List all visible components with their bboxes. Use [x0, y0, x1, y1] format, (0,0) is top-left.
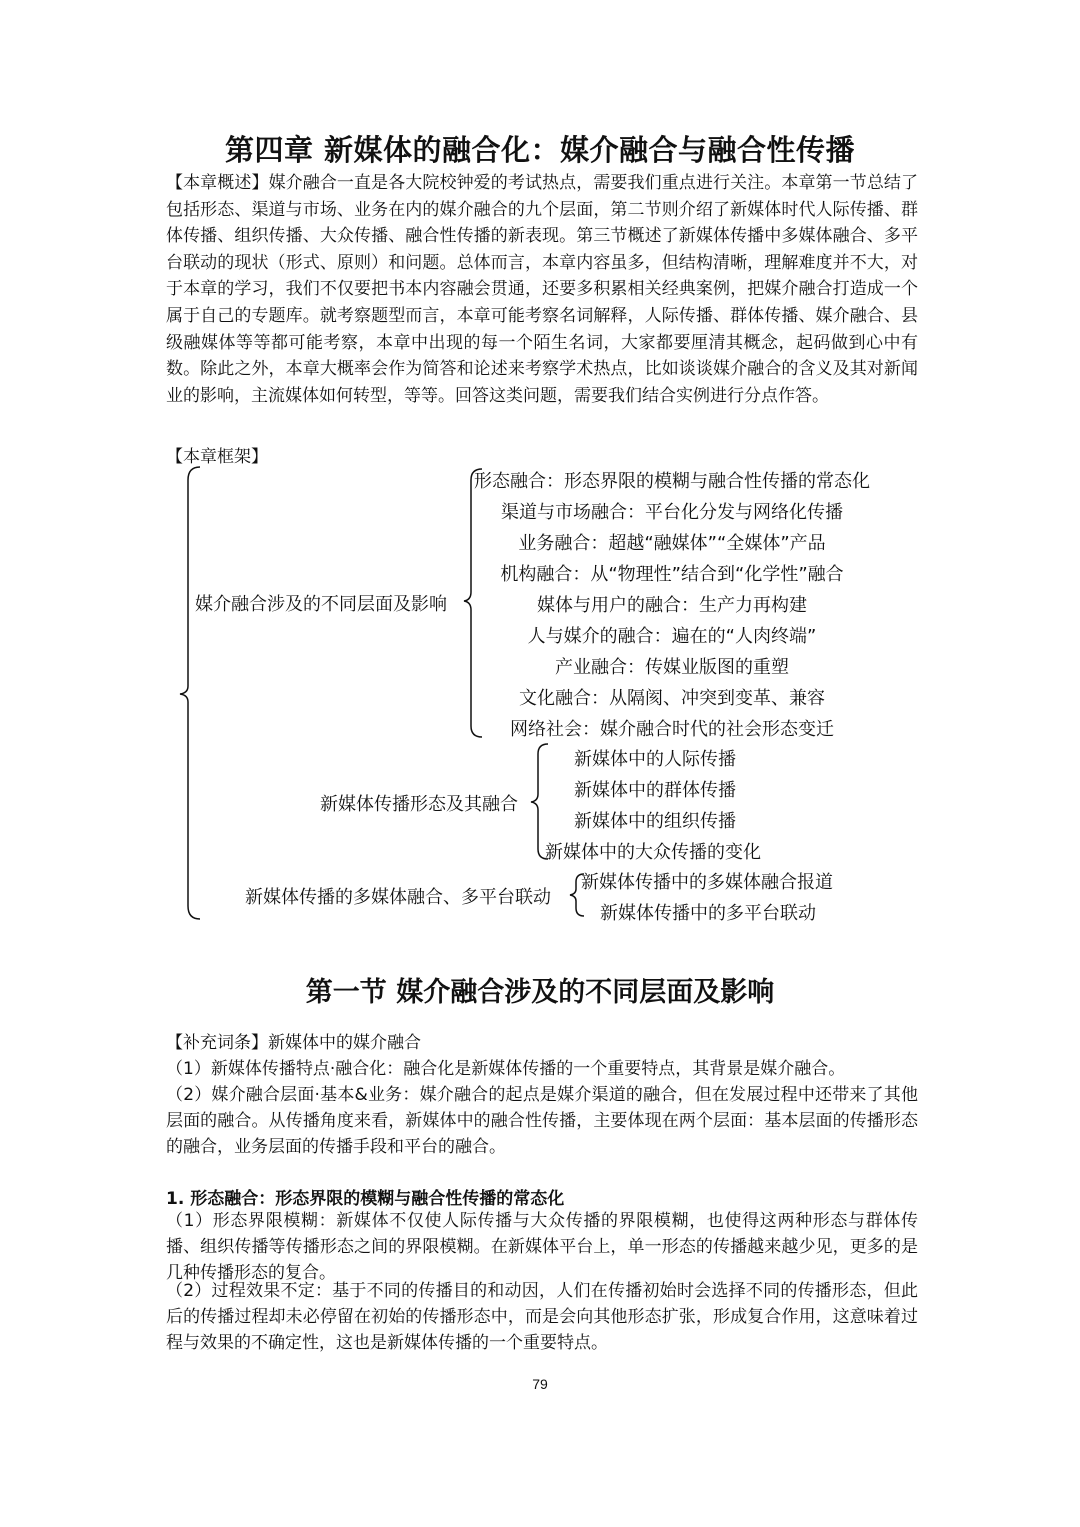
- subsection-paragraph-2: （2）过程效果不定：基于不同的传播目的和动因，人们在传播初始时会选择不同的传播形态，但此后的传播过程却未必停留在初始的传播形态中，而是会向其他形态扩张，形成复合作用，这意味着过程与效果的不确定性，这也是新媒体传播的一个重要特点。: [166, 1281, 918, 1353]
- framework-item: 机构融合：从“物理性”结合到“化学性”融合: [500, 564, 844, 585]
- section-title: 第一节 媒介融合涉及的不同层面及影响: [305, 977, 775, 1008]
- framework-item: 新媒体传播中的多媒体融合报道: [581, 872, 833, 893]
- overview-text: 媒介融合一直是各大院校钟爱的考试热点，需要我们重点进行关注。本章第一节总结了包括形态、渠道与市场、业务在内的媒介融合的九个层面，第二节则介绍了新媒体时代人际传播、群体传播、组织传播、大众传播、融合性传播的新表现。第三节概述了新媒体传播中多媒体融合、多平台联动的现状（形式、原则）和问题。总体而言，本章内容虽多，但结构清晰，理解难度并不大，对于本章的学习，我们不仅要把书本内容融会贯通，还要多积累相关经典案例，把媒介融合打造成一个属于自己的专题库。就考察题型而言，本章可能考察名词解释，人际传播、群体传播、媒介融合、县级融媒体等等都可能考察，本章中出现的每一个陌生名词，大家都要厘清其概念，起码做到心中有数。除此之外，本章大概率会作为简答和论述来考察学术热点，比如谈谈媒介融合的含义及其对新闻业的影响，主流媒体如何转型，等等。回答这类问题，需要我们结合实例进行分点作答。: [166, 173, 919, 406]
- supplement-paragraph-2: （2）媒介融合层面·基本&业务：媒介融合的起点是媒介渠道的融合，但在发展过程中还带来了其他层面的融合。从传播角度来看，新媒体中的融合性传播，主要体现在两个层面：基本层面的传播形态的融合，业务层面的传播手段和平台的融合。: [166, 1085, 918, 1157]
- page-number: 79: [532, 1376, 548, 1392]
- framework-item: 新媒体中的人际传播: [574, 749, 736, 770]
- subsection-paragraph-1: （1）形态界限模糊：新媒体不仅使人际传播与大众传播的界限模糊，也使得这两种形态与群体传播、组织传播等传播形态之间的界限模糊。在新媒体平台上，单一形态的传播越来越少见，更多的是几种传播形态的复合。: [166, 1211, 918, 1283]
- framework-item: 新媒体中的组织传播: [574, 811, 736, 832]
- outer-brace: [180, 467, 200, 919]
- framework-group-3-title: 新媒体传播的多媒体融合、多平台联动: [245, 887, 551, 908]
- framework-group-2-title: 新媒体传播形态及其融合: [320, 794, 518, 815]
- framework-item: 业务融合：超越“融媒体”“全媒体”产品: [518, 533, 826, 554]
- overview-label: 【本章概述】: [166, 173, 269, 193]
- chapter-title: 第四章 新媒体的融合化：媒介融合与融合性传播: [224, 133, 856, 167]
- framework-item: 媒体与用户的融合：生产力再构建: [537, 595, 807, 616]
- framework-item: 文化融合：从隔阂、冲突到变革、兼容: [519, 688, 825, 709]
- framework-item: 新媒体中的大众传播的变化: [545, 842, 761, 863]
- framework-item: 新媒体传播中的多平台联动: [600, 903, 816, 924]
- framework-item: 产业融合：传媒业版图的重塑: [555, 657, 789, 678]
- supplement-paragraph-1: （1）新媒体传播特点·融合化：融合化是新媒体传播的一个重要特点，其背景是媒介融合。: [166, 1059, 846, 1079]
- framework-item: 渠道与市场融合：平台化分发与网络化传播: [501, 502, 843, 523]
- subsection-heading: 1. 形态融合：形态界限的模糊与融合性传播的常态化: [166, 1189, 565, 1209]
- framework-item: 网络社会：媒介融合时代的社会形态变迁: [510, 719, 834, 740]
- framework-item: 形态融合：形态界限的模糊与融合性传播的常态化: [474, 471, 870, 492]
- supplement-heading: 【补充词条】新媒体中的媒介融合: [166, 1033, 421, 1053]
- framework-item: 人与媒介的融合：遍在的“人肉终端”: [527, 626, 817, 647]
- framework-label: 【本章框架】: [166, 447, 268, 467]
- framework-item: 新媒体中的群体传播: [574, 780, 736, 801]
- framework-group-1-title: 媒介融合涉及的不同层面及影响: [195, 594, 447, 615]
